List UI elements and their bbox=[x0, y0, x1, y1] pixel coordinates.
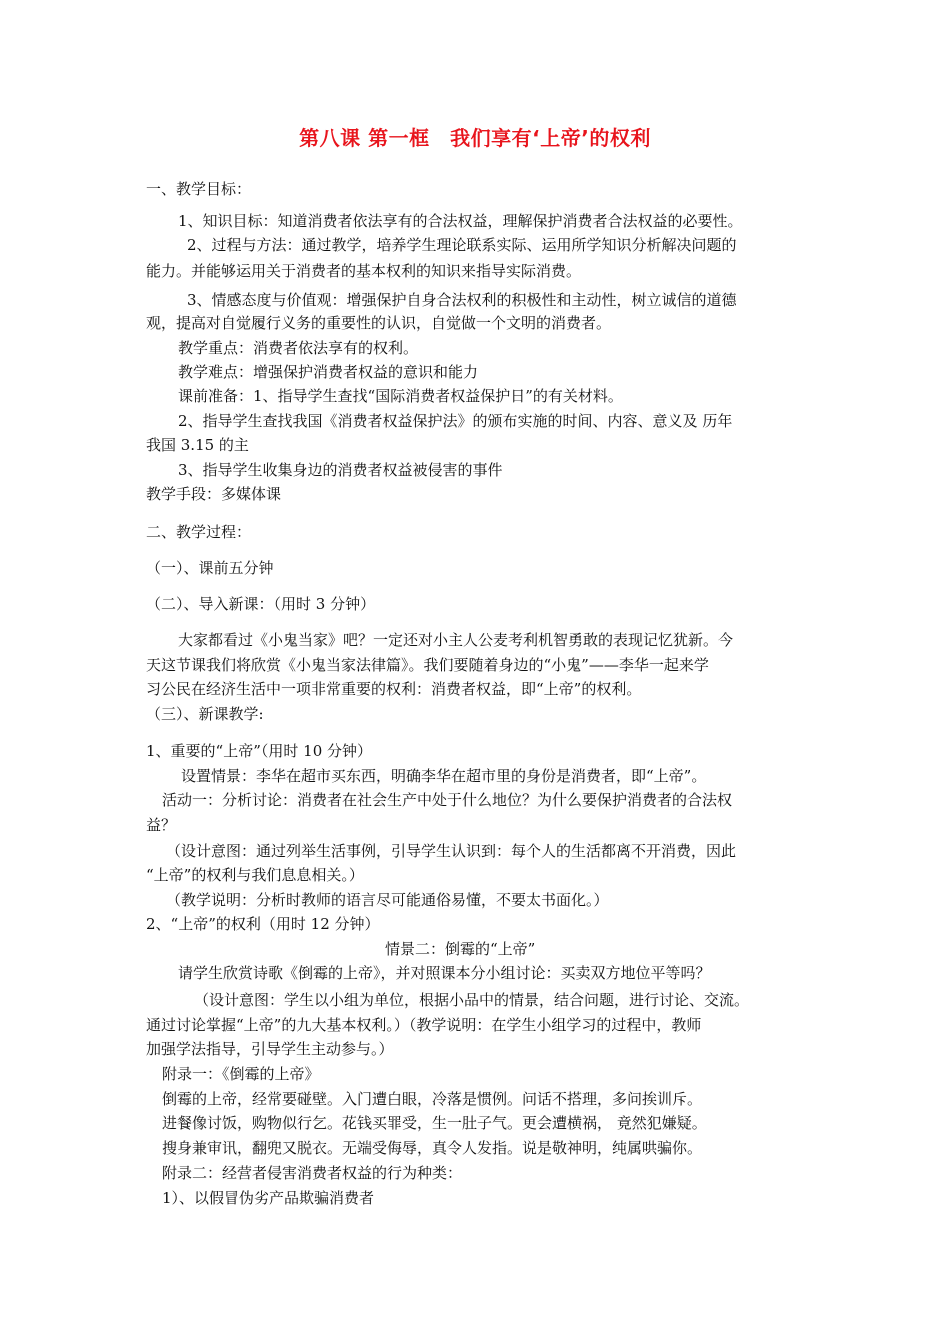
paragraph-line: 2、指导学生查找我国《消费者权益保护法》的颁布实施的时间、内容、意义及 历年 bbox=[178, 412, 733, 430]
paragraph-line: 习公民在经济生活中一项非常重要的权利：消费者权益，即“上帝”的权利。 bbox=[146, 680, 642, 698]
paragraph-line: “上帝”的权利与我们息息相关。） bbox=[146, 866, 364, 884]
paragraph-line: 3、情感态度与价值观：增强保护自身合法权利的积极性和主动性，树立诚信的道德 bbox=[187, 291, 737, 309]
appendix-heading: 附录二：经营者侵害消费者权益的行为种类： bbox=[162, 1164, 463, 1182]
paragraph-line: 2、过程与方法：通过教学，培养学生理论联系实际、运用所学知识分析解决问题的 bbox=[187, 236, 737, 254]
subsection-heading: （一）、课前五分钟 bbox=[146, 559, 274, 577]
paragraph-line: 3、指导学生收集身边的消费者权益被侵害的事件 bbox=[178, 461, 503, 479]
lesson-title: 第八课 第一框 我们享有‘上帝’的权利 bbox=[299, 126, 651, 150]
paragraph-line: 益？ bbox=[146, 816, 177, 834]
appendix-heading: 附录一：《倒霉的上帝》 bbox=[162, 1065, 320, 1083]
subsection-heading: （二）、导入新课：（用时 3 分钟） bbox=[146, 595, 376, 613]
subsection-heading: 1、重要的“上帝”（用时 10 分钟） bbox=[146, 742, 373, 760]
paragraph-line: 观，提高对自觉履行义务的重要性的认识，自觉做一个文明的消费者。 bbox=[146, 314, 612, 332]
paragraph-line: 通过讨论掌握“上帝”的九大基本权利。）（教学说明：在学生小组学习的过程中，教师 bbox=[146, 1016, 702, 1034]
paragraph-line: 加强学法指导，引导学生主动参与。） bbox=[146, 1040, 394, 1058]
poem-line: 进餐像讨饭，购物似行乞。花钱买罪受，生一肚子气。更会遭横祸， 竟然犯嫌疑。 bbox=[162, 1114, 707, 1132]
list-item: 1）、以假冒伪劣产品欺骗消费者 bbox=[162, 1189, 375, 1207]
section-heading-process: 二、教学过程： bbox=[146, 523, 252, 541]
paragraph-line: 课前准备：1、指导学生查找“国际消费者权益保护日”的有关材料。 bbox=[178, 387, 623, 405]
subsection-heading: 2、“上帝”的权利（用时 12 分钟） bbox=[146, 915, 380, 933]
paragraph-line: （教学说明：分析时教师的语言尽可能通俗易懂，不要太书面化。） bbox=[166, 891, 609, 909]
paragraph-line: 我国 3.15 的主 bbox=[146, 436, 249, 454]
paragraph-line: 请学生欣赏诗歌《倒霉的上帝》，并对照课本分小组讨论：买卖双方地位平等吗？ bbox=[178, 964, 711, 982]
paragraph-line: 教学难点：增强保护消费者权益的意识和能力 bbox=[178, 363, 479, 381]
poem-line: 搜身兼审讯，翻兜又脱衣。无端受侮辱，真令人发指。说是敬神明，纯属哄骗你。 bbox=[162, 1139, 703, 1157]
poem-line: 倒霉的上帝，经常要碰壁。入门遭白眼，冷落是惯例。问话不搭理，多问挨训斥。 bbox=[162, 1090, 703, 1108]
paragraph-line: 设置情景：李华在超市买东西，明确李华在超市里的身份是消费者，即“上帝”。 bbox=[181, 767, 707, 785]
paragraph-line: 教学重点：消费者依法享有的权利。 bbox=[178, 339, 419, 357]
paragraph-line: 大家都看过《小鬼当家》吧？一定还对小主人公麦考利机智勇敢的表现记忆犹新。今 bbox=[178, 631, 734, 649]
paragraph-line: 1、知识目标：知道消费者依法享有的合法权益，理解保护消费者合法权益的必要性。 bbox=[178, 212, 743, 230]
paragraph-line: 活动一：分析讨论：消费者在社会生产中处于什么地位？为什么要保护消费者的合法权 bbox=[162, 791, 733, 809]
paragraph-line: 能力。并能够运用关于消费者的基本权利的知识来指导实际消费。 bbox=[146, 262, 582, 280]
paragraph-line: 天这节课我们将欣赏《小鬼当家法律篇》。我们要随着身边的“小鬼”——李华一起来学 bbox=[146, 656, 709, 674]
paragraph-line: （设计意图：通过列举生活事例，引导学生认识到：每个人的生活都离不开消费，因此 bbox=[166, 842, 737, 860]
subsection-heading: （三）、新课教学: bbox=[146, 705, 264, 723]
scenario-heading: 情景二：倒霉的“上帝” bbox=[385, 940, 536, 958]
paragraph-line: 教学手段：多媒体课 bbox=[146, 485, 282, 503]
paragraph-line: （设计意图：学生以小组为单位，根据小品中的情景，结合问题，进行讨论、交流。 bbox=[194, 991, 750, 1009]
section-heading-objectives: 一、教学目标： bbox=[146, 180, 252, 198]
